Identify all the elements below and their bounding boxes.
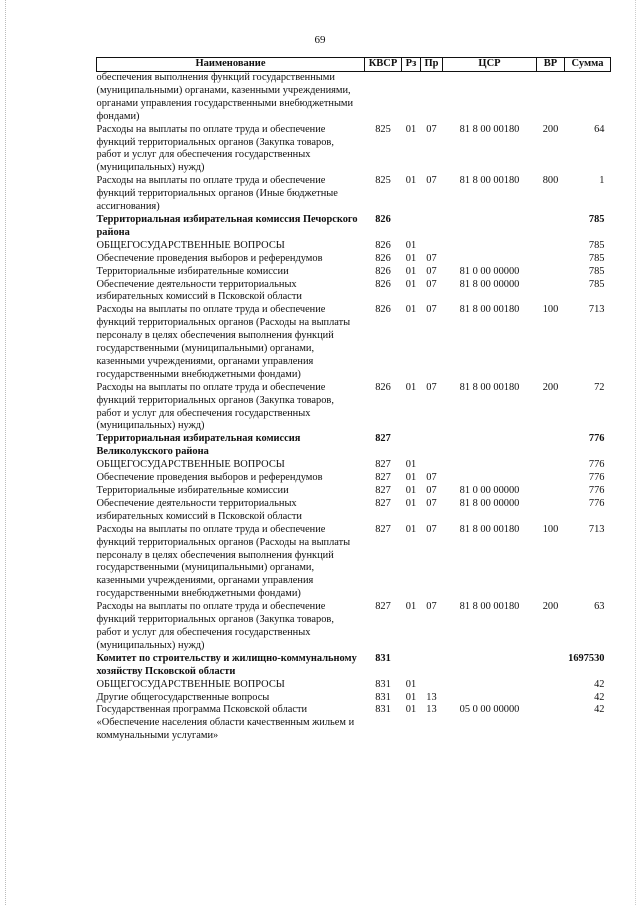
page-number: 69 — [314, 34, 326, 46]
cell-csr — [443, 679, 537, 692]
cell-rz: 01 — [405, 691, 417, 703]
cell-pr — [421, 240, 443, 253]
cell-sum: 713 — [588, 304, 605, 316]
cell-kvsr — [365, 72, 402, 124]
table-row — [97, 472, 611, 485]
table-row — [97, 653, 611, 679]
cell-sum: 1 — [599, 175, 605, 187]
cell-kvsr: 826 — [375, 381, 391, 393]
cell-vr — [537, 279, 565, 305]
cell-name: Расходы на выплаты по оплате труда и обеспечение функций территориальных органов (Закупка товаров, работ и услуг для обеспечения государственных (муниципальных) нужд) — [96, 601, 334, 651]
cell-kvsr: 831 — [375, 704, 391, 716]
cell-pr: 07 — [426, 601, 437, 613]
cell-csr: 81 8 00 00000 — [459, 278, 520, 290]
cell-name: ОБЩЕГОСУДАРСТВЕННЫЕ ВОПРОСЫ — [96, 459, 285, 471]
cell-kvsr: 831 — [375, 652, 391, 664]
cell-rz: 01 — [405, 704, 417, 716]
column-header-kvsr: КВСР — [365, 58, 402, 72]
cell-vr — [537, 653, 565, 679]
cell-name: обеспечения выполнения функций государственными (муниципальными) органами, казенными учреждениями, органами управления государственными внебюджетными фондами) — [96, 72, 354, 122]
cell-kvsr: 825 — [375, 123, 391, 135]
cell-name: Обеспечение деятельности территориальных избирательных комиссий в Псковской области — [96, 497, 302, 522]
table-row — [97, 382, 611, 434]
scan-edge-right — [635, 0, 636, 905]
cell-kvsr: 826 — [375, 278, 391, 290]
cell-kvsr: 825 — [375, 175, 391, 187]
cell-vr — [537, 433, 565, 459]
table-row — [97, 253, 611, 266]
cell-csr — [443, 72, 537, 124]
column-header-rz: Рз — [402, 58, 421, 72]
column-header-name: Наименование — [97, 58, 365, 72]
cell-name: Расходы на выплаты по оплате труда и обеспечение функций территориальных органов (Расходы на выплаты персоналу в целях обеспечения выполнения функций государственными (муниципальными) органами, казенными учреждениями, органами управления государственными внебюджетными фондами) — [96, 304, 351, 380]
table-row — [97, 279, 611, 305]
cell-rz: 01 — [405, 678, 417, 690]
cell-csr: 81 8 00 00180 — [459, 175, 520, 187]
budget-table-wrapper — [96, 57, 610, 743]
cell-pr: 07 — [426, 278, 437, 290]
cell-sum — [565, 72, 611, 124]
cell-kvsr: 826 — [375, 252, 391, 264]
cell-pr: 07 — [426, 523, 437, 535]
table-row — [97, 72, 611, 124]
cell-csr: 05 0 00 00000 — [459, 704, 520, 716]
cell-vr — [537, 459, 565, 472]
cell-vr — [537, 498, 565, 524]
cell-sum: 63 — [594, 601, 605, 613]
cell-csr — [443, 433, 537, 459]
cell-pr — [421, 679, 443, 692]
table-row — [97, 175, 611, 214]
table-row — [97, 459, 611, 472]
cell-csr: 81 8 00 00180 — [459, 601, 520, 613]
cell-sum: 42 — [594, 704, 605, 716]
cell-rz: 01 — [405, 239, 417, 251]
cell-kvsr: 827 — [375, 433, 391, 445]
cell-vr — [537, 692, 565, 705]
cell-vr — [537, 214, 565, 240]
cell-pr: 07 — [426, 485, 437, 496]
cell-sum: 42 — [594, 678, 605, 690]
cell-name: ОБЩЕГОСУДАРСТВЕННЫЕ ВОПРОСЫ — [96, 678, 285, 690]
cell-rz: 01 — [405, 304, 417, 316]
cell-rz: 01 — [405, 601, 417, 613]
column-header-sum: Сумма — [565, 58, 611, 72]
cell-vr — [537, 240, 565, 253]
cell-rz — [402, 214, 421, 240]
cell-sum: 785 — [588, 239, 605, 251]
cell-pr: 07 — [426, 123, 437, 135]
cell-kvsr: 827 — [375, 485, 391, 496]
cell-name: Другие общегосударственные вопросы — [96, 691, 270, 703]
cell-sum: 776 — [588, 433, 605, 445]
cell-pr — [421, 433, 443, 459]
table-row — [97, 214, 611, 240]
cell-csr: 81 8 00 00180 — [459, 123, 520, 135]
table-header — [97, 58, 611, 72]
cell-rz: 01 — [405, 175, 417, 187]
cell-name: Расходы на выплаты по оплате труда и обеспечение функций территориальных органов (Закупка товаров, работ и услуг для обеспечения государственных (муниципальных) нужд) — [96, 123, 334, 174]
cell-name: ОБЩЕГОСУДАРСТВЕННЫЕ ВОПРОСЫ — [96, 239, 285, 251]
cell-pr: 07 — [426, 381, 437, 393]
cell-sum: 776 — [588, 485, 605, 496]
cell-csr — [443, 653, 537, 679]
cell-vr: 800 — [542, 175, 559, 187]
cell-vr — [537, 472, 565, 485]
cell-pr: 07 — [426, 175, 437, 187]
cell-vr: 200 — [542, 601, 559, 613]
table-row — [97, 433, 611, 459]
cell-rz: 01 — [405, 278, 417, 290]
cell-vr: 200 — [542, 123, 559, 135]
cell-name: Расходы на выплаты по оплате труда и обеспечение функций территориальных органов (Иные бюджетные ассигнования) — [96, 175, 338, 213]
cell-csr: 81 8 00 00180 — [459, 523, 520, 535]
cell-pr: 07 — [426, 252, 437, 264]
cell-csr — [443, 214, 537, 240]
budget-table — [96, 57, 611, 743]
cell-pr: 13 — [426, 691, 437, 703]
cell-rz: 01 — [405, 265, 417, 277]
cell-pr: 07 — [426, 497, 437, 509]
cell-pr: 13 — [426, 704, 437, 716]
cell-sum: 713 — [588, 523, 605, 535]
cell-rz: 01 — [405, 123, 417, 135]
cell-name: Государственная программа Псковской области «Обеспечение населения области качественным жильем и коммунальными услугами» — [96, 704, 355, 742]
cell-name: Территориальная избирательная комиссия Печорского района — [96, 213, 358, 238]
cell-csr: 81 8 00 00000 — [459, 497, 520, 509]
cell-kvsr: 827 — [375, 497, 391, 509]
table-row — [97, 692, 611, 705]
table-row — [97, 679, 611, 692]
table-header-row — [97, 58, 611, 72]
cell-csr — [443, 240, 537, 253]
cell-pr — [421, 72, 443, 124]
table-row — [97, 704, 611, 743]
cell-sum: 64 — [594, 123, 605, 135]
cell-name: Обеспечение проведения выборов и референдумов — [96, 252, 323, 264]
cell-pr — [421, 459, 443, 472]
table-row — [97, 498, 611, 524]
table-row — [97, 485, 611, 498]
cell-pr: 07 — [426, 265, 437, 277]
cell-sum: 72 — [594, 381, 605, 393]
cell-vr: 200 — [542, 381, 559, 393]
table-row — [97, 601, 611, 653]
cell-sum: 42 — [594, 691, 605, 703]
cell-kvsr: 827 — [375, 472, 391, 484]
cell-name: Комитет по строительству и жилищно-коммунальному хозяйству Псковской области — [96, 652, 357, 677]
cell-name: Обеспечение проведения выборов и референдумов — [96, 472, 323, 484]
cell-kvsr: 827 — [375, 601, 391, 613]
cell-kvsr: 826 — [375, 304, 391, 316]
cell-rz: 01 — [405, 472, 417, 484]
cell-vr — [537, 253, 565, 266]
cell-sum: 776 — [588, 459, 605, 471]
cell-rz: 01 — [405, 523, 417, 535]
cell-rz — [402, 653, 421, 679]
cell-rz: 01 — [405, 381, 417, 393]
cell-name: Расходы на выплаты по оплате труда и обеспечение функций территориальных органов (Расходы на выплаты персоналу в целях обеспечения выполнения функций государственными (муниципальными) органами, казенными учреждениями, органами управления государственными внебюджетными фондами) — [96, 523, 351, 600]
table-row — [97, 304, 611, 381]
cell-csr: 81 8 00 00180 — [459, 381, 520, 393]
cell-sum: 785 — [588, 252, 605, 264]
cell-vr: 100 — [542, 304, 559, 316]
cell-pr — [421, 214, 443, 240]
cell-sum: 776 — [588, 497, 605, 509]
cell-pr — [421, 653, 443, 679]
cell-kvsr: 827 — [375, 523, 391, 535]
cell-csr — [443, 472, 537, 485]
cell-vr — [537, 679, 565, 692]
table-row — [97, 524, 611, 601]
cell-vr — [537, 485, 565, 498]
cell-csr — [443, 459, 537, 472]
table-row — [97, 124, 611, 176]
table-row — [97, 240, 611, 253]
cell-sum: 1697530 — [568, 652, 605, 664]
column-header-pr: Пр — [421, 58, 443, 72]
table-row — [97, 266, 611, 279]
column-header-vr: ВР — [537, 58, 565, 72]
cell-kvsr: 827 — [375, 459, 391, 471]
cell-csr: 81 0 00 00000 — [459, 265, 520, 277]
cell-sum: 785 — [588, 278, 605, 290]
cell-vr — [537, 266, 565, 279]
cell-kvsr: 831 — [375, 678, 391, 690]
cell-rz: 01 — [405, 459, 417, 471]
cell-vr — [537, 72, 565, 124]
cell-kvsr: 826 — [375, 239, 391, 251]
cell-name: Территориальная избирательная комиссия Великолукского района — [96, 433, 301, 458]
cell-csr — [443, 692, 537, 705]
cell-pr: 07 — [426, 472, 437, 484]
cell-name: Обеспечение деятельности территориальных избирательных комиссий в Псковской области — [96, 278, 302, 303]
column-header-csr: ЦСР — [443, 58, 537, 72]
cell-rz — [402, 433, 421, 459]
cell-vr: 100 — [542, 523, 559, 535]
cell-rz: 01 — [405, 497, 417, 509]
cell-rz — [402, 72, 421, 124]
table-body — [97, 72, 611, 744]
cell-kvsr: 831 — [375, 691, 391, 703]
cell-sum: 785 — [588, 213, 605, 225]
cell-name: Территориальные избирательные комиссии — [96, 485, 289, 496]
cell-rz: 01 — [405, 485, 417, 496]
cell-csr — [443, 253, 537, 266]
cell-name: Территориальные избирательные комиссии — [96, 265, 289, 277]
cell-sum: 776 — [588, 472, 605, 484]
cell-sum: 785 — [588, 265, 605, 277]
cell-rz: 01 — [405, 252, 417, 264]
cell-kvsr: 826 — [375, 213, 391, 225]
scan-edge-left — [5, 0, 6, 905]
cell-kvsr: 826 — [375, 265, 391, 277]
cell-vr — [537, 704, 565, 743]
cell-csr: 81 0 00 00000 — [459, 485, 520, 496]
cell-csr: 81 8 00 00180 — [459, 304, 520, 316]
cell-pr: 07 — [426, 304, 437, 316]
cell-name: Расходы на выплаты по оплате труда и обеспечение функций территориальных органов (Закупка товаров, работ и услуг для обеспечения государственных (муниципальных) нужд) — [96, 381, 334, 432]
